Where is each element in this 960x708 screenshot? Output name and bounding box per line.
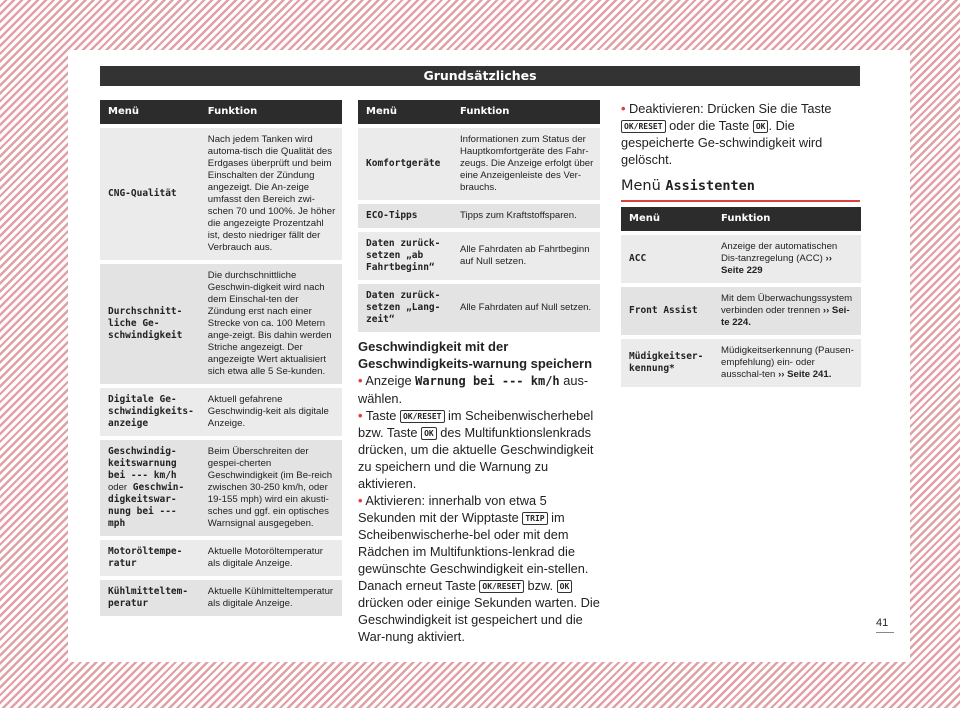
menu-cell: Durchschnitt-liche Ge-schwindigkeit <box>100 262 200 386</box>
trip-key-icon: TRIP <box>522 512 547 525</box>
table-header-row <box>100 100 342 126</box>
table-row <box>100 126 342 262</box>
column-header-function: Funktion <box>713 207 861 233</box>
bullet-icon: • <box>358 373 363 388</box>
function-cell: Müdigkeitserkennung (Pausen-empfehlung) ein- oder ausschal-ten ›› Seite 241. <box>713 337 861 389</box>
table-row <box>358 230 600 282</box>
menu-text: Geschwin-digkeitswar-nung bei --- mph <box>108 482 185 529</box>
menu-cell <box>100 438 200 538</box>
bullet-icon: • <box>358 408 363 423</box>
column-header-function: Funktion <box>452 100 600 126</box>
menu-cell: Motoröltempe-ratur <box>100 538 200 578</box>
deactivate-text: • Deaktivieren: Drücken Sie die Taste OK/RESET oder die Taste OK . Die gespeicherte Ge-schwindigkeit wird gelöscht. <box>621 101 832 167</box>
page-reference-link[interactable]: ›› Sei-te 224. <box>721 305 850 328</box>
table-row <box>100 386 342 438</box>
bullet-icon: • <box>358 493 363 508</box>
function-cell: Informationen zum Status der Hauptkomfortgeräte des Fahr-zeugs. Die Anzeige erfolgt über eine Anzeigenleiste des Ver-brauchs. <box>452 126 600 202</box>
table-row <box>358 282 600 334</box>
function-cell: Alle Fahrdaten auf Null setzen. <box>452 282 600 334</box>
table-row <box>621 285 861 337</box>
table-middle <box>358 100 600 336</box>
bullet-item: • Aktivieren: innerhalb von etwa 5 Sekunden mit der Wipptaste TRIP im Scheibenwischerhe-bel oder mit dem Rädchen im Multifunktions-lenkrad die gewünschte Geschwindigkeit ein-stellen. Danach erneut Taste OK/RESET bzw. OK drücken oder einige Sekunden warten. Die Geschwindigkeit ist gespeichert und die War-nung aktiviert. <box>358 493 600 644</box>
table-row <box>358 126 600 202</box>
menu-cell: Müdigkeitser-kennung* <box>621 337 713 389</box>
menu-cell: Komfortgeräte <box>358 126 452 202</box>
function-cell: Aktuelle Motoröltemperatur als digitale Anzeige. <box>200 538 342 578</box>
menu-cell: Digitale Ge-schwindigkeits-anzeige <box>100 386 200 438</box>
okreset-key-icon: OK/RESET <box>400 410 445 423</box>
column-header-menu: Menü <box>358 100 452 126</box>
column-header-menu: Menü <box>100 100 200 126</box>
menu-cell: Daten zurück-setzen „Lang-zeit“ <box>358 282 452 334</box>
bullet-icon: • <box>621 101 626 116</box>
ok-key-icon: OK <box>421 427 437 440</box>
ok-key-icon: OK <box>753 120 769 133</box>
menu-cell: CNG-Qualität <box>100 126 200 262</box>
table-row <box>621 337 861 389</box>
page-reference-link[interactable]: ›› Seite 241. <box>778 369 832 380</box>
page-reference-link[interactable]: ›› Seite 229 <box>721 253 832 276</box>
table-row <box>621 233 861 285</box>
table-row <box>100 538 342 578</box>
column-header-function: Funktion <box>200 100 342 126</box>
page-header: Grundsätzliches <box>100 66 860 86</box>
bullet-item: • Anzeige Warnung bei --- km/h aus-wählen. <box>358 373 589 406</box>
page-number: 41 <box>876 617 889 629</box>
menu-text: Geschwindig-keitswarnung bei --- km/h <box>108 446 177 481</box>
assist-section-title: Menü Assistenten <box>621 178 860 202</box>
speed-section-title: Geschwindigkeit mit der Geschwindigkeits-warnung speichern <box>358 339 593 371</box>
ok-key-icon: OK <box>557 580 573 593</box>
menu-cell: ACC <box>621 233 713 285</box>
function-cell: Alle Fahrdaten ab Fahrtbeginn auf Null setzen. <box>452 230 600 282</box>
okreset-key-icon: OK/RESET <box>621 120 666 133</box>
function-cell: Anzeige der automatischen Dis-tanzregelung (ACC) ›› Seite 229 <box>713 233 861 285</box>
table-left <box>100 100 342 620</box>
table-row <box>358 202 600 230</box>
function-cell: Aktuelle Kühlmitteltemperatur als digitale Anzeige. <box>200 578 342 618</box>
bullet-item: • Taste OK/RESET im Scheibenwischerhebel bzw. Taste OK des Multifunktionslenkrads drücken, um die aktuelle Geschwindigkeit zu speichern und die Warnung zu aktivieren. <box>358 408 594 491</box>
function-cell: Aktuell gefahrene Geschwindig-keit als digitale Anzeige. <box>200 386 342 438</box>
menu-cell: Front Assist <box>621 285 713 337</box>
speed-section-body <box>358 372 602 645</box>
function-cell: Beim Überschreiten der gespei-cherten Geschwindigkeit (im Be-reich zwischen 30-250 km/h, oder 19-155 mph) wird ein akusti-sches und ggf. ein optisches Warnsignal ausgegeben. <box>200 438 342 538</box>
page-number-rule <box>876 632 894 633</box>
function-cell: Mit dem Überwachungssystem verbinden oder trennen ›› Sei-te 224. <box>713 285 861 337</box>
menu-or-text: oder <box>108 482 128 493</box>
function-cell: Die durchschnittliche Geschwin-digkeit wird nach dem Einschal-ten der Zündung erst nach einer Strecke von ca. 100 Metern ange-zeigt. Bis dahin werden Striche angezeigt. Der angezeigte Wert aktualisiert sich etwa alle 5 Se-kunden. <box>200 262 342 386</box>
table-header-row <box>358 100 600 126</box>
table-row <box>100 262 342 386</box>
menu-cell: ECO-Tipps <box>358 202 452 230</box>
menu-cell: Kühlmitteltem-peratur <box>100 578 200 618</box>
function-cell: Tipps zum Kraftstoffsparen. <box>452 202 600 230</box>
okreset-key-icon: OK/RESET <box>479 580 524 593</box>
table-header-row <box>621 207 861 233</box>
menu-cell: Daten zurück-setzen „ab Fahrtbeginn“ <box>358 230 452 282</box>
function-cell: Nach jedem Tanken wird automa-tisch die Qualität des Erdgases überprüft und beim Einschalten der Zündung angezeigt. Die An-zeige umfasst den Bereich zwi-schen 70 und 100%. Je höher die angezeigte Prozentzahl ist, desto niedriger fällt der Verbrauch aus. <box>200 126 342 262</box>
display-text: Warnung bei --- km/h <box>415 374 560 388</box>
table-row <box>100 438 342 538</box>
table-right <box>621 207 861 391</box>
table-row <box>100 578 342 618</box>
column-header-menu: Menü <box>621 207 713 233</box>
